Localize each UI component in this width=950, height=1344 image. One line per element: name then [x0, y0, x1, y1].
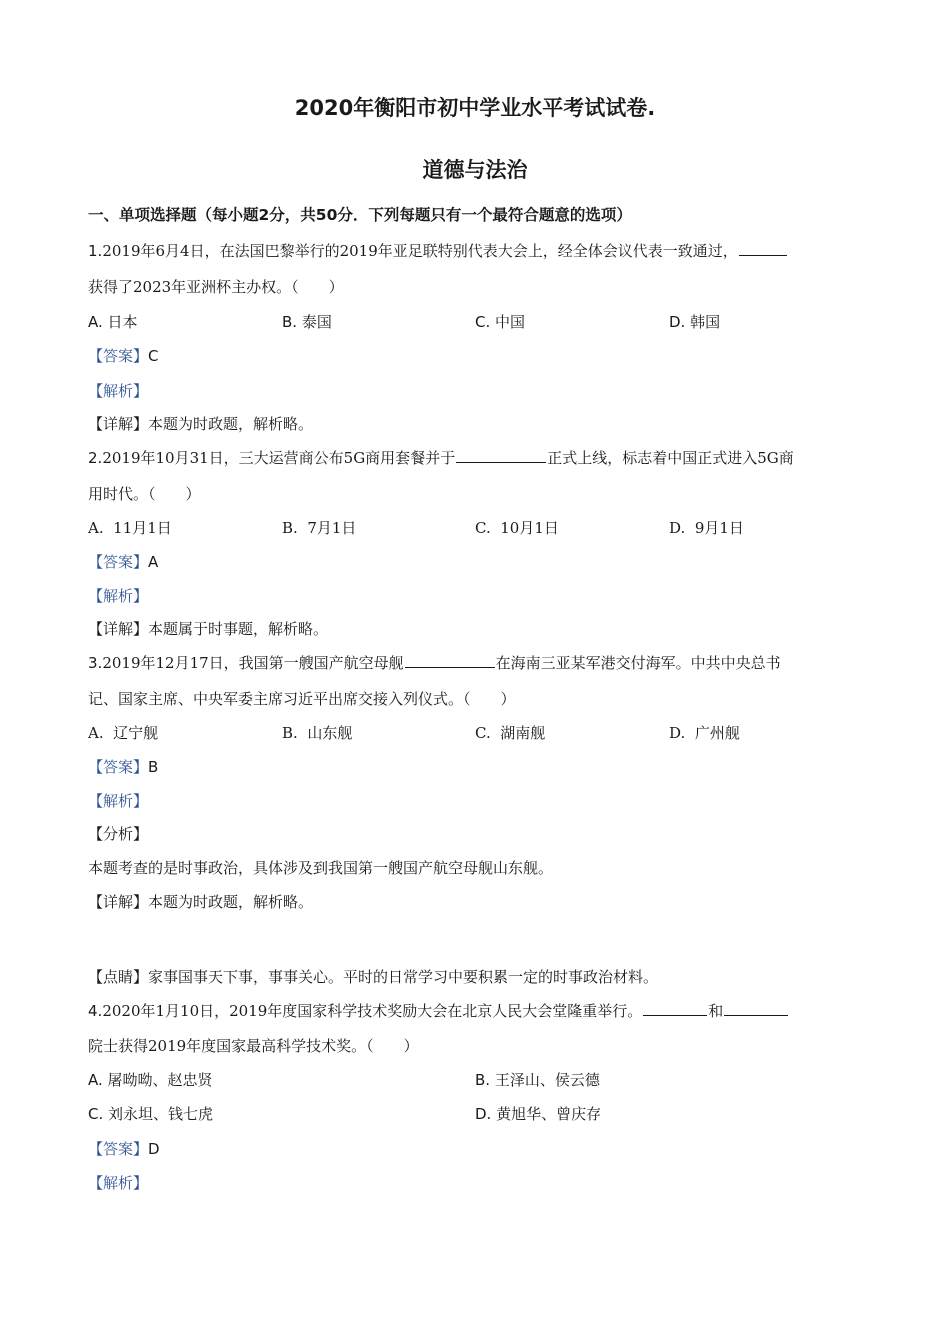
answer-tag: 【答案】 — [88, 758, 149, 776]
exam-title: 2020年衡阳市初中学业水平考试试卷. — [294, 96, 656, 120]
question-number: 1. — [88, 242, 103, 260]
analysis-tag: 【解析】 — [88, 382, 149, 400]
option-b: B. 泰国 — [282, 313, 332, 331]
question-2-line-2: 用时代。（ ） — [88, 485, 201, 503]
question-number: 3. — [88, 654, 103, 672]
section-heading: 一、单项选择题（每小题2分，共50分．下列每题只有一个最符合题意的选项） — [88, 206, 632, 224]
exam-subject: 道德与法治 — [422, 158, 528, 182]
analysis-tag: 【解析】 — [88, 1174, 149, 1192]
dianjing-text: 家事国事天下事，事事关心。平时的日常学习中要积累一定的时事政治材料。 — [148, 968, 659, 986]
dianjing-line — [88, 967, 658, 987]
detail-text: 本题为时政题，解析略。 — [148, 893, 314, 911]
answer-value: C — [148, 347, 159, 365]
option-d: D. 黄旭华、曾庆存 — [475, 1105, 602, 1123]
option-c: C. 中国 — [475, 313, 526, 331]
answer-line — [88, 757, 158, 777]
question-1-line-1 — [88, 241, 788, 261]
option-b: B. 山东舰 — [282, 724, 353, 742]
option-d: D. 广州舰 — [669, 724, 740, 742]
detail-text: 本题为时政题，解析略。 — [148, 415, 314, 433]
question-2-line-1: 2.2019年10月31日，三大运营商公布5G商用套餐并于 正式上线，标志着中国正式进入5G商 — [88, 449, 794, 467]
answer-blank — [456, 448, 546, 463]
question-4-line-2: 院士获得2019年度国家最高科学技术奖。（ ） — [88, 1037, 419, 1055]
answer-tag: 【答案】 — [88, 347, 149, 365]
fenxi-text: 本题考查的是时事政治，具体涉及到我国第一艘国产航空母舰山东舰。 — [88, 859, 554, 877]
answer-line — [88, 552, 158, 572]
option-c: C. 刘永坦、钱七虎 — [88, 1105, 214, 1123]
option-c: C. 湖南舰 — [475, 724, 546, 742]
answer-line — [88, 346, 159, 366]
dianjing-tag: 【点睛】 — [88, 968, 149, 986]
answer-blank — [643, 1001, 707, 1016]
detail-line — [88, 414, 313, 434]
option-c: C. 10月1日 — [475, 519, 559, 537]
question-3-line-2: 记、国家主席、中央军委主席习近平出席交接入列仪式。（ ） — [88, 690, 516, 708]
detail-line — [88, 892, 313, 912]
answer-value: A — [148, 553, 159, 571]
answer-value: D — [148, 1140, 160, 1158]
answer-tag: 【答案】 — [88, 1140, 149, 1158]
answer-line — [88, 1139, 160, 1159]
option-d: D. 韩国 — [669, 313, 721, 331]
answer-blank — [739, 241, 787, 256]
fenxi-tag: 【分析】 — [88, 825, 149, 843]
analysis-tag: 【解析】 — [88, 587, 149, 605]
question-1-line-2: 获得了2023年亚洲杯主办权。（ ） — [88, 278, 344, 296]
answer-blank — [724, 1001, 788, 1016]
option-a: A. 11月1日 — [88, 519, 172, 537]
option-a: A. 辽宁舰 — [88, 724, 159, 742]
detail-tag: 【详解】 — [88, 893, 149, 911]
option-d: D. 9月1日 — [669, 519, 744, 537]
option-a: A. 日本 — [88, 313, 138, 331]
detail-text: 本题属于时事题，解析略。 — [148, 620, 329, 638]
analysis-tag: 【解析】 — [88, 792, 149, 810]
answer-value: B — [148, 758, 159, 776]
detail-line — [88, 619, 328, 639]
question-3-line-1: 3.2019年12月17日，我国第一艘国产航空母舰 在海南三亚某军港交付海军。中共中央总书 — [88, 654, 781, 672]
question-number: 4. — [88, 1002, 103, 1020]
question-text: 2019年6月4日，在法国巴黎举行的2019年亚足联特别代表大会上，经全体会议代表一致通过， — [102, 242, 738, 260]
detail-tag: 【详解】 — [88, 415, 149, 433]
answer-blank — [405, 653, 495, 668]
option-a: A. 屠呦呦、赵忠贤 — [88, 1071, 213, 1089]
detail-tag: 【详解】 — [88, 620, 149, 638]
question-number: 2. — [88, 449, 103, 467]
question-4-line-1: 4.2020年1月10日，2019年度国家科学技术奖励大会在北京人民大会堂隆重举行。 和 — [88, 1001, 789, 1021]
answer-tag: 【答案】 — [88, 553, 149, 571]
option-b: B. 王泽山、侯云德 — [475, 1071, 600, 1089]
option-b: B. 7月1日 — [282, 519, 357, 537]
